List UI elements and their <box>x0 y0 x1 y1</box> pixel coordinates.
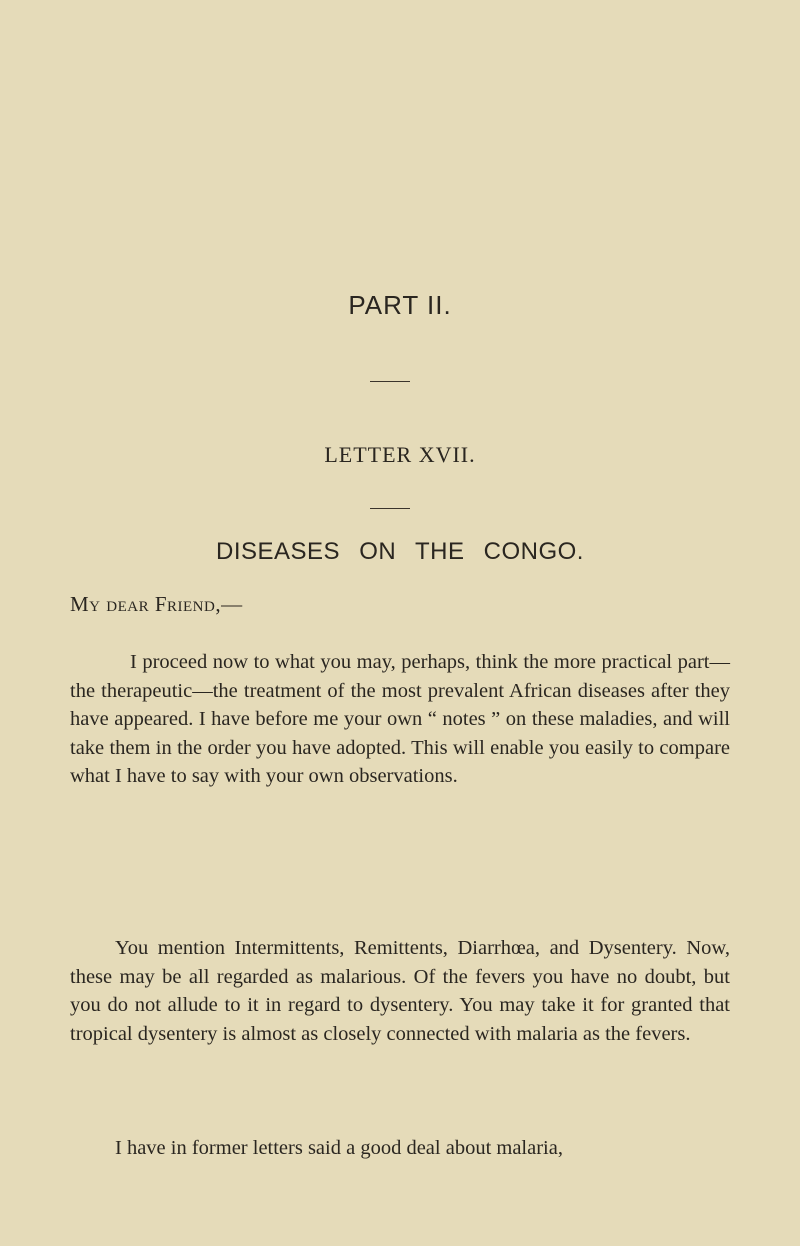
divider-rule <box>370 508 410 509</box>
paragraph-2: You mention Intermittents, Remittents, Diarrhœa, and Dysentery. Now, these may be all regarded as malarious. Of the fevers you have no doubt, but you do not allude to it in regard to dysentery. You may take it for granted that tropical dysentery is almost as closely connected with malaria as the fevers. <box>70 937 730 1045</box>
paragraph-1: I proceed now to what you may, perhaps, think the more practical part—the therapeutic—the treatment of the most prevalent African diseases after they have appeared. I have before me your own “ notes ” on these maladies, and will take them in the order you have adopted. This will enable you easily to compare what I have to say with your own observations. <box>70 651 730 788</box>
part-heading: PART II. <box>348 290 452 320</box>
letter-heading: LETTER XVII. <box>324 442 476 467</box>
divider-rule <box>370 381 410 382</box>
salutation: My dear Friend,— <box>70 592 243 616</box>
subject-heading: DISEASES ON THE CONGO. <box>216 538 584 565</box>
paragraph-3: I have in former letters said a good deal about malaria, <box>115 1137 563 1159</box>
